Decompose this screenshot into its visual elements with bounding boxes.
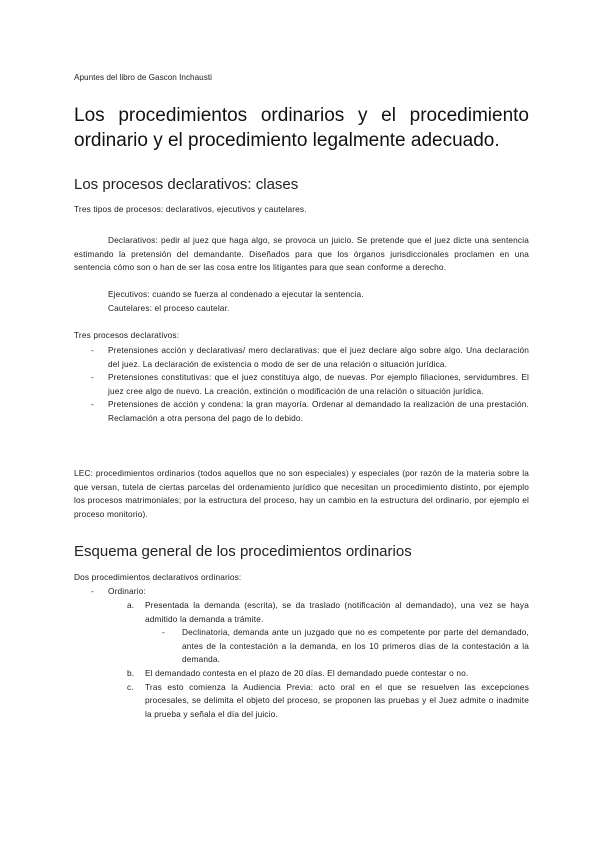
ordinario-list: [91, 585, 529, 599]
paragraph-ejecutivos: Ejecutivos: cuando se fuerza al condenado a ejecutar la sentencia.: [108, 289, 364, 299]
ordinario-label: Ordinario:: [108, 586, 146, 596]
bullet-text: Pretensiones constitutivas: que el juez constituya algo, de nuevas. Por ejemplo filiaciones, servidumbres. El juez cree algo de nuevo. La creación, extinción o modificación de una relación o situación jurídica.: [108, 372, 529, 396]
list-item: [91, 398, 529, 425]
step-text: Presentada la demanda (escrita), se da traslado (notificación al demandado), una vez se haya admitido la demanda a trámite.: [145, 600, 529, 624]
dash-marker: -: [91, 372, 94, 383]
list-item-step-c: [127, 681, 529, 722]
intro-dos-procedimientos: Dos procedimientos declarativos ordinarios:: [74, 572, 242, 582]
list-item: [91, 344, 529, 371]
step-text: El demandado contesta en el plazo de 20 días. El demandado puede contestar o no.: [145, 667, 469, 678]
letter-marker: a.: [127, 600, 135, 610]
paragraph-lec: LEC: procedimientos ordinarios (todos aquellos que no son especiales) y especiales (por razón de la materia sobre la que versan, tutela de ciertas parcelas del ordenamiento jurídico que necesitan un procedimiento distinto, por ejemplo los procesos matrimoniales; por la estructura del proceso, hay un cambio en la estructura del ordinario, por ejemplo el proceso monitorio).: [74, 468, 529, 519]
list-item: [91, 371, 529, 398]
page-header: Apuntes del libro de Gascon Inchausti: [74, 73, 212, 82]
bullet-list-declarativos: [91, 344, 529, 426]
paragraph-cautelares: Cautelares: el proceso cautelar.: [108, 303, 230, 313]
label-tres-procesos: Tres procesos declarativos:: [74, 330, 180, 340]
bullet-text: Pretensiones de acción y condena: la gran mayoría. Ordenar al demandado la realización de una prestación. Reclamación a otra persona del pago de lo debido.: [108, 399, 529, 423]
intro-tipos: Tres tipos de procesos: declarativos, ejecutivos y cautelares.: [74, 204, 307, 214]
document-title: Los procedimientos ordinarios y el procedimiento ordinario y el procedimiento legalmente adecuado.: [74, 105, 529, 151]
dash-marker: -: [91, 586, 94, 596]
ordinario-steps: [127, 599, 529, 721]
letter-marker: b.: [127, 667, 135, 678]
subitem-text: Declinatoria, demanda ante un juzgado que no es competente por parte del demandado, antes de la contestación a la demanda, en los 10 primeros días de la contestación a la demanda.: [182, 627, 529, 665]
step-text: Tras esto comienza la Audiencia Previa: acto oral en el que se resuelven las excepciones procesales, se delimita el objeto del proceso, se proponen las pruebas y el Juez admite o inadmite la prueba y señala el día del juicio.: [145, 681, 529, 719]
section-heading-clases: Los procesos declarativos: clases: [74, 176, 299, 193]
letter-marker: c.: [127, 681, 134, 692]
list-item-step-b: [127, 667, 529, 681]
section-heading-esquema: Esquema general de los procedimientos ordinarios: [74, 543, 412, 560]
bullet-text: Pretensiones acción y declarativas/ mero declarativas: que el juez declare algo sobre algo. Una declaración del juez. La declaración de existencia o modo de ser de una relación o situación jurídica.: [108, 345, 529, 369]
paragraph-declarativos: Declarativos: pedir al juez que haga algo, se provoca un juicio. Se pretende que el juez dicte una sentencia estimando la pretensión del demandante. Diseñados para que los órganos jurisdiccionales proclamen en una sentencia cómo son o han de ser las cosa entre los litigantes para que sean conforme a derecho.: [74, 235, 529, 273]
dash-marker: -: [162, 627, 165, 638]
dash-marker: -: [91, 399, 94, 410]
list-item-subitem: [127, 626, 529, 667]
list-item-step-a: [127, 599, 529, 626]
dash-marker: -: [91, 345, 94, 355]
list-item-ordinario: [91, 585, 529, 599]
